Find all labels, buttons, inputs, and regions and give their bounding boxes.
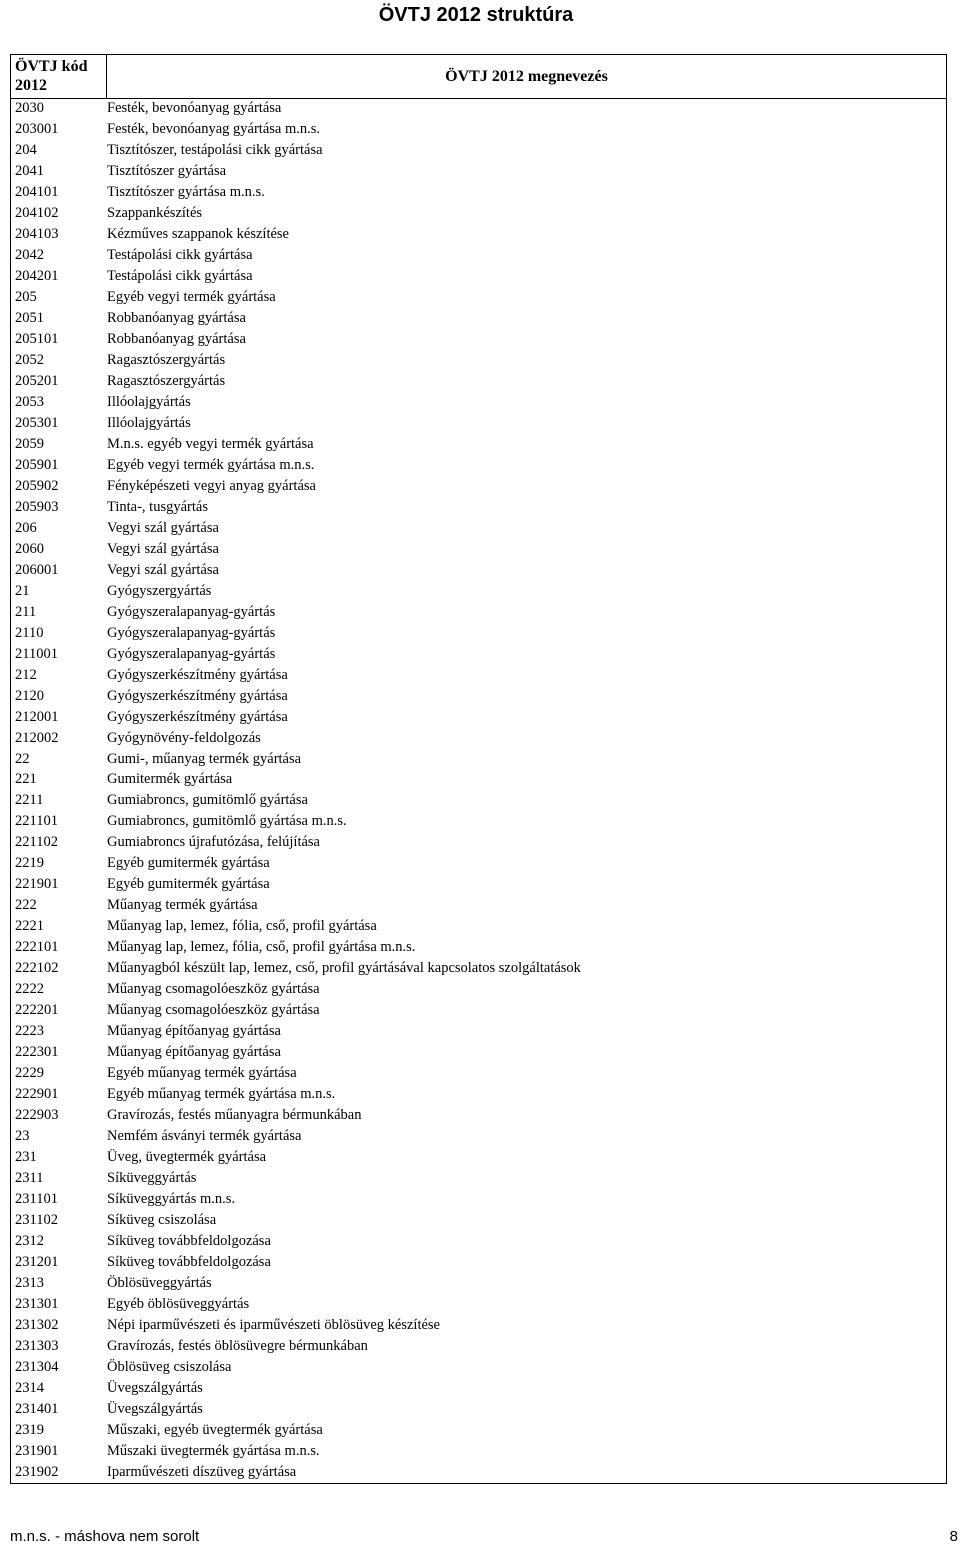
table-row: [11, 895, 946, 916]
row-name: Egyéb vegyi termék gyártása: [107, 288, 276, 305]
table-row: [11, 749, 946, 770]
header-code-label: ÖVTJ kód: [15, 58, 88, 75]
table-row: [11, 1063, 946, 1084]
row-code: 2229: [15, 1065, 44, 1082]
row-name: Gumiabroncs újrafutózása, felújítása: [107, 834, 320, 851]
row-code: 222901: [15, 1086, 59, 1103]
row-code: 231902: [15, 1463, 59, 1480]
table-row: [11, 308, 946, 329]
header-name-column: ÖVTJ 2012 megnevezés: [445, 68, 608, 85]
table-row: [11, 581, 946, 602]
row-code: 212: [15, 666, 37, 683]
row-name: Vegyi szál gyártása: [107, 540, 219, 557]
row-name: Tisztítószer gyártása: [107, 162, 227, 179]
table-row: [11, 497, 946, 518]
table-row: [11, 1000, 946, 1021]
row-name: Gyógyszerkészítmény gyártása: [107, 666, 288, 683]
row-code: 204: [15, 141, 37, 158]
table-row: [11, 560, 946, 581]
table-row: [11, 455, 946, 476]
table-row: [11, 371, 946, 392]
table-row: [11, 937, 946, 958]
row-code: 205301: [15, 414, 59, 431]
table-row: [11, 266, 946, 287]
row-name: Gravírozás, festés műanyagra bérmunkában: [107, 1107, 362, 1124]
table-row: [11, 1168, 946, 1189]
row-code: 221: [15, 771, 37, 788]
row-code: 2319: [15, 1422, 44, 1438]
table-row: [11, 476, 946, 497]
row-name: Egyéb műanyag termék gyártása: [107, 1065, 297, 1082]
header-code-year: 2012: [15, 77, 47, 94]
row-name: Egyéb gumitermék gyártása: [107, 876, 270, 893]
row-name: Üvegszálgyártás: [107, 1380, 203, 1397]
row-name: Egyéb műanyag termék gyártása m.n.s.: [107, 1086, 336, 1103]
row-name: Műanyag lap, lemez, fólia, cső, profil gyártása m.n.s.: [107, 939, 416, 956]
table-row: [11, 518, 946, 539]
row-code: 2120: [15, 687, 44, 704]
row-name: Síküveg továbbfeldolgozása: [107, 1254, 271, 1271]
row-code: 212001: [15, 708, 59, 725]
row-name: Gumitermék gyártása: [107, 771, 233, 788]
row-name: Illóolajgyártás: [107, 393, 191, 410]
row-name: Tisztítószer gyártása m.n.s.: [107, 183, 265, 200]
row-code: 231: [15, 1149, 37, 1166]
table-body: [11, 98, 946, 1483]
table-row: [11, 728, 946, 749]
row-name: Egyéb gumitermék gyártása: [107, 855, 270, 872]
row-code: 204103: [15, 225, 59, 242]
row-name: Egyéb öblösüveggyártás: [107, 1296, 250, 1313]
row-name: Műanyagból készült lap, lemez, cső, profil gyártásával kapcsolatos szolgáltatások: [107, 960, 581, 977]
table-row: [11, 874, 946, 895]
row-code: 231401: [15, 1401, 59, 1418]
row-code: 2211: [15, 792, 44, 809]
row-name: Síküveggyártás m.n.s.: [107, 1191, 236, 1208]
row-code: 23: [15, 1128, 30, 1145]
row-name: Síküveggyártás: [107, 1170, 197, 1187]
table-row: [11, 811, 946, 832]
header-code-column: [11, 55, 107, 98]
row-code: 2053: [15, 393, 44, 410]
row-name: Vegyi szál gyártása: [107, 561, 219, 578]
row-name: Műanyag lap, lemez, fólia, cső, profil gyártása: [107, 918, 377, 935]
row-code: 205902: [15, 477, 59, 494]
table-row: [11, 1147, 946, 1168]
row-code: 222201: [15, 1002, 59, 1019]
table-row: [11, 644, 946, 665]
table-row: [11, 1084, 946, 1105]
row-name: Testápolási cikk gyártása: [107, 267, 253, 284]
row-code: 2311: [15, 1170, 44, 1187]
row-name: Műanyag termék gyártása: [107, 897, 258, 914]
row-code: 222: [15, 897, 37, 914]
row-code: 231304: [15, 1359, 59, 1376]
table-row: [11, 1126, 946, 1147]
table-row: [11, 602, 946, 623]
table-row: [11, 287, 946, 308]
table-row: [11, 623, 946, 644]
row-name: Gyógyszeralapanyag-gyártás: [107, 645, 276, 662]
row-name: Gravírozás, festés öblösüvegre bérmunkában: [107, 1338, 368, 1355]
row-name: Műszaki üvegtermék gyártása m.n.s.: [107, 1442, 320, 1459]
page-number: 8: [949, 1528, 958, 1545]
table-row: [11, 1294, 946, 1315]
row-name: Műanyag csomagolóeszköz gyártása: [107, 981, 320, 998]
table-row: [11, 1399, 946, 1420]
table-row: [11, 392, 946, 413]
table-row: [11, 203, 946, 224]
table-row: [11, 770, 946, 791]
row-code: 222903: [15, 1107, 59, 1124]
table-row: [11, 1273, 946, 1294]
table-row: [11, 1042, 946, 1063]
row-name: Gumiabroncs, gumitömlő gyártása: [107, 792, 308, 809]
row-code: 231901: [15, 1442, 59, 1459]
table-row: [11, 434, 946, 455]
row-code: 204101: [15, 183, 59, 200]
row-code: 21: [15, 582, 30, 599]
page-footer: [10, 1527, 958, 1547]
row-name: Üveg, üvegtermék gyártása: [107, 1149, 267, 1166]
row-code: 2042: [15, 246, 44, 263]
table-row: [11, 665, 946, 686]
table-row: [11, 1441, 946, 1462]
table-row: [11, 245, 946, 266]
row-code: 222102: [15, 960, 59, 977]
row-code: 204102: [15, 204, 59, 221]
row-code: 206001: [15, 561, 59, 578]
table-row: [11, 182, 946, 203]
row-name: Fényképészeti vegyi anyag gyártása: [107, 477, 316, 494]
row-name: Tisztítószer, testápolási cikk gyártása: [107, 141, 323, 158]
row-name: Gumiabroncs, gumitömlő gyártása m.n.s.: [107, 813, 347, 830]
row-code: 2219: [15, 855, 44, 872]
row-code: 231302: [15, 1317, 59, 1334]
row-code: 221101: [15, 813, 58, 830]
table-row: [11, 1231, 946, 1252]
row-name: M.n.s. egyéb vegyi termék gyártása: [107, 435, 314, 452]
table-row: [11, 958, 946, 979]
table-row: [11, 686, 946, 707]
row-name: Iparművészeti díszüveg gyártása: [107, 1463, 297, 1480]
table-row: [11, 1315, 946, 1336]
row-code: 2314: [15, 1380, 44, 1397]
row-name: Ragasztószergyártás: [107, 351, 226, 368]
row-code: 2060: [15, 540, 44, 557]
row-name: Robbanóanyag gyártása: [107, 330, 246, 347]
table-row: [11, 979, 946, 1000]
row-name: Tinta-, tusgyártás: [107, 498, 208, 515]
row-code: 2110: [15, 624, 44, 641]
row-name: Gyógyszeralapanyag-gyártás: [107, 624, 276, 641]
row-name: Öblösüveggyártás: [107, 1275, 212, 1292]
table-row: [11, 161, 946, 182]
row-code: 205901: [15, 456, 59, 473]
row-name: Gyógyszergyártás: [107, 582, 212, 599]
row-code: 205: [15, 288, 37, 305]
row-code: 205201: [15, 372, 59, 389]
table-row: [11, 1105, 946, 1126]
row-name: Gyógyszerkészítmény gyártása: [107, 687, 288, 704]
page-title: ÖVTJ 2012 struktúra: [378, 4, 574, 26]
table-row: [11, 1336, 946, 1357]
row-code: 231101: [15, 1191, 58, 1208]
row-code: 211: [15, 603, 37, 620]
table-row: [11, 1420, 946, 1441]
row-code: 2030: [15, 99, 44, 116]
row-code: 2059: [15, 435, 44, 452]
row-name: Vegyi szál gyártása: [107, 519, 219, 536]
table-row: [11, 1378, 946, 1399]
row-code: 221901: [15, 876, 59, 893]
row-code: 206: [15, 519, 37, 536]
table-row: [11, 1210, 946, 1231]
row-code: 222301: [15, 1044, 59, 1061]
footer-note: m.n.s. - máshova nem sorolt: [10, 1528, 200, 1545]
row-code: 205903: [15, 498, 59, 515]
row-code: 211001: [15, 645, 58, 662]
row-name: Műszaki, egyéb üvegtermék gyártása: [107, 1422, 323, 1438]
row-code: 22: [15, 750, 30, 767]
table-row: [11, 119, 946, 140]
row-name: Népi iparművészeti és iparművészeti öblösüveg készítése: [107, 1317, 440, 1334]
row-code: 2313: [15, 1275, 44, 1292]
table-row: [11, 350, 946, 371]
row-name: Gyógyszeralapanyag-gyártás: [107, 603, 276, 620]
row-code: 2223: [15, 1023, 44, 1040]
row-name: Gumi-, műanyag termék gyártása: [107, 750, 302, 767]
row-code: 212002: [15, 729, 59, 746]
row-code: 2222: [15, 981, 44, 998]
row-name: Illóolajgyártás: [107, 414, 191, 431]
row-name: Műanyag építőanyag gyártása: [107, 1023, 281, 1040]
row-name: Síküveg csiszolása: [107, 1212, 217, 1229]
table-row: [11, 790, 946, 811]
table-row: [11, 832, 946, 853]
row-name: Egyéb vegyi termék gyártása m.n.s.: [107, 456, 315, 473]
table-row: [11, 1189, 946, 1210]
row-name: Ragasztószergyártás: [107, 372, 226, 389]
row-name: Műanyag csomagolóeszköz gyártása: [107, 1002, 320, 1019]
table-row: [11, 1252, 946, 1273]
row-code: 2051: [15, 309, 44, 326]
table-row: [11, 224, 946, 245]
row-name: Gyógyszerkészítmény gyártása: [107, 708, 288, 725]
table-row: [11, 539, 946, 560]
table-row: [11, 329, 946, 350]
row-code: 204201: [15, 267, 59, 284]
table-row: [11, 98, 946, 119]
row-name: Kézműves szappanok készítése: [107, 225, 289, 242]
row-code: 221102: [15, 834, 58, 851]
table-row: [11, 853, 946, 874]
row-code: 231201: [15, 1254, 59, 1271]
row-name: Gyógynövény-feldolgozás: [107, 729, 261, 746]
table-row: [11, 707, 946, 728]
table-row: [11, 1462, 946, 1483]
row-code: 203001: [15, 120, 59, 137]
row-name: Műanyag építőanyag gyártása: [107, 1044, 281, 1061]
table-row: [11, 140, 946, 161]
row-name: Üvegszálgyártás: [107, 1401, 203, 1418]
row-name: Szappankészítés: [107, 204, 203, 221]
row-code: 2221: [15, 918, 44, 935]
row-code: 231102: [15, 1212, 58, 1229]
row-code: 205101: [15, 330, 59, 347]
row-code: 2312: [15, 1233, 44, 1250]
row-name: Festék, bevonóanyag gyártása m.n.s.: [107, 120, 321, 137]
row-name: Testápolási cikk gyártása: [107, 246, 253, 263]
row-name: Nemfém ásványi termék gyártása: [107, 1128, 302, 1145]
row-code: 222101: [15, 939, 59, 956]
row-name: Festék, bevonóanyag gyártása: [107, 99, 282, 116]
row-code: 2041: [15, 162, 44, 179]
row-code: 231301: [15, 1296, 59, 1313]
row-name: Öblösüveg csiszolása: [107, 1359, 232, 1376]
table-header: [11, 55, 946, 99]
row-code: 231303: [15, 1338, 59, 1355]
row-name: Robbanóanyag gyártása: [107, 309, 246, 326]
table-row: [11, 1021, 946, 1042]
row-code: 2052: [15, 351, 44, 368]
classification-table: [10, 54, 947, 1484]
table-row: [11, 916, 946, 937]
table-row: [11, 413, 946, 434]
row-name: Síküveg továbbfeldolgozása: [107, 1233, 271, 1250]
table-row: [11, 1357, 946, 1378]
